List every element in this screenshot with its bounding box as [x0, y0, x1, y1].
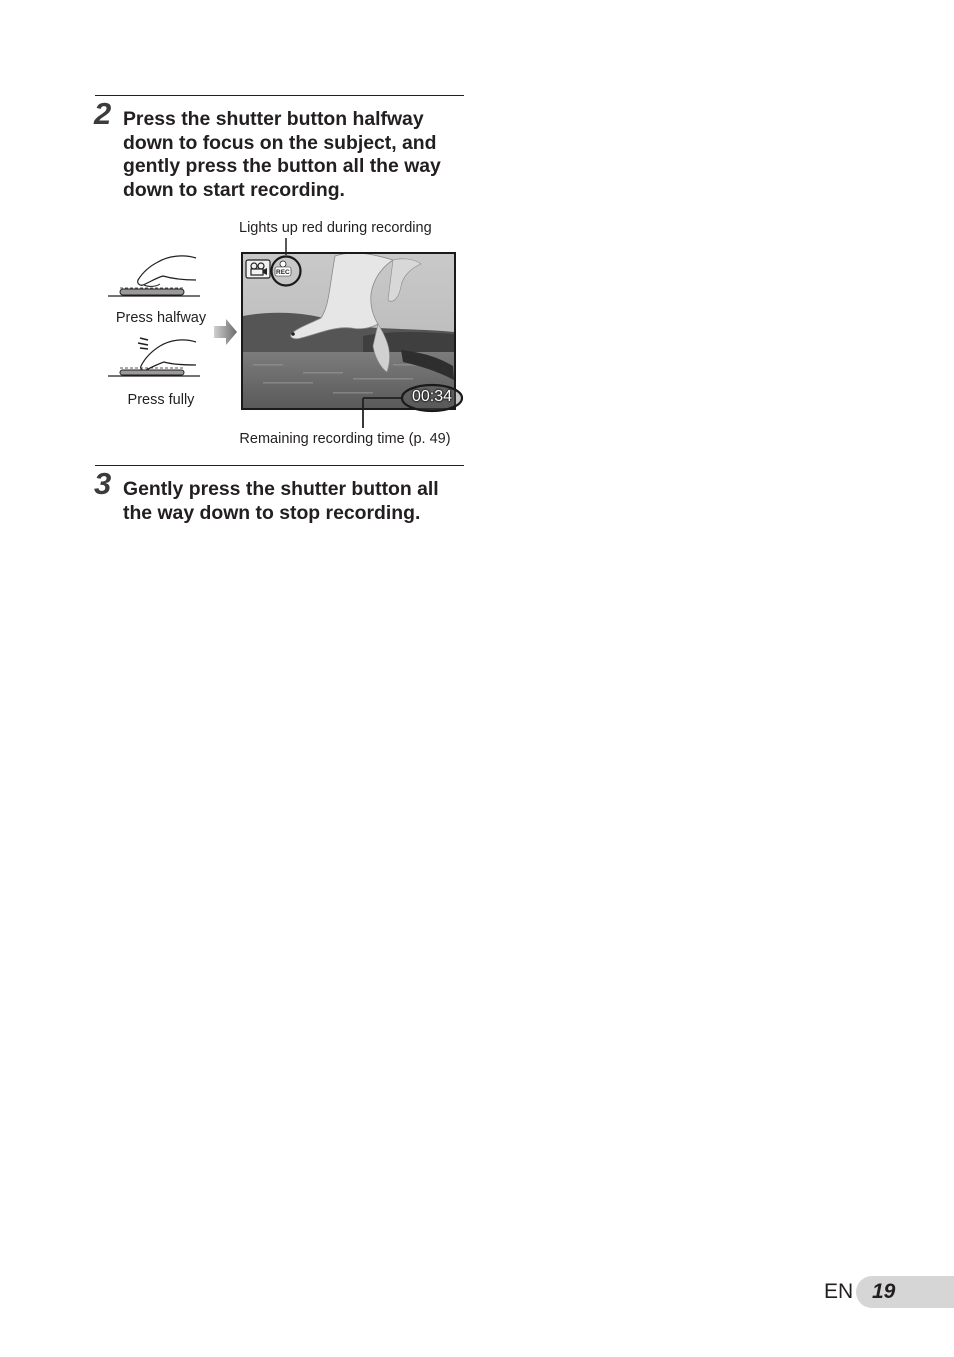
page-number-tab: [856, 1276, 954, 1308]
press-fully-label: Press fully: [127, 392, 195, 408]
press-halfway-label: Press halfway: [115, 310, 207, 326]
language-label: EN: [824, 1280, 854, 1303]
step-2-instruction: Press the shutter button halfway down to focus on the subject, and gently press the button all the way down to start recording.: [123, 108, 441, 202]
callout-rec-light-label: Lights up red during recording: [239, 220, 432, 236]
step-3-number: 3: [94, 466, 112, 501]
remaining-time-display: 00:34: [412, 388, 453, 405]
step-3-instruction: Gently press the shutter button all the way down to stop recording.: [123, 478, 439, 524]
step-3-divider: [95, 465, 464, 466]
rec-label: REC: [276, 269, 290, 276]
callout-remaining-time-label: Remaining recording time (p. 49): [239, 431, 451, 447]
step-2-number: 2: [94, 96, 112, 131]
page-number: 19: [872, 1280, 896, 1303]
